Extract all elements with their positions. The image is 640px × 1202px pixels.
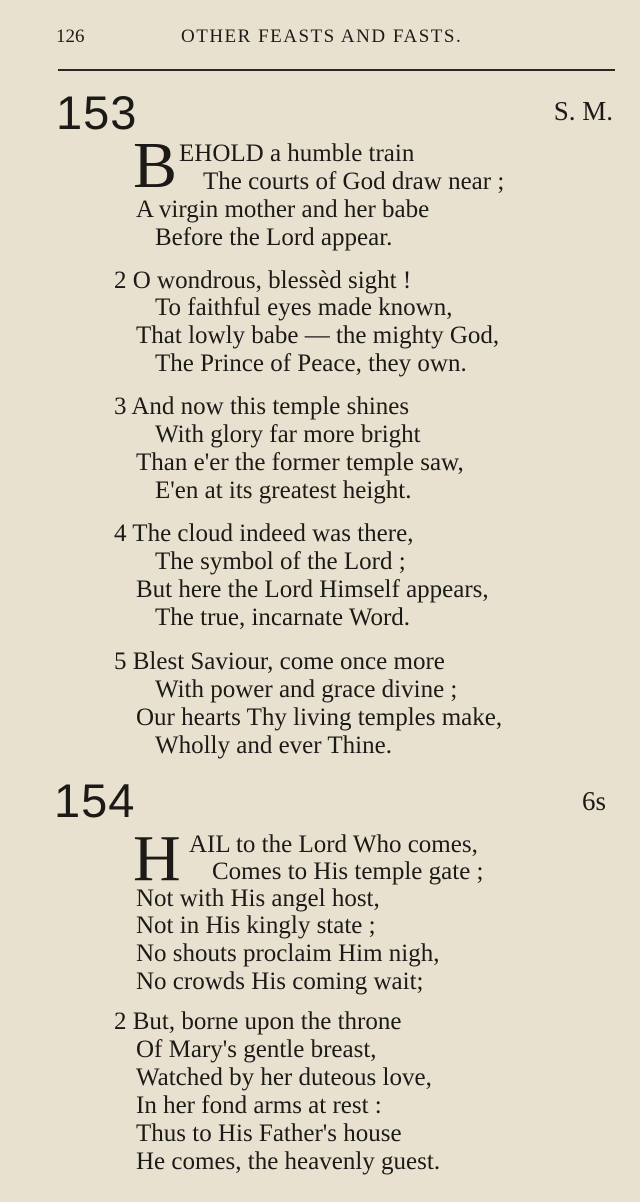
verse-line: The Prince of Peace, they own. xyxy=(155,350,467,377)
verse-line: 4 The cloud indeed was there, xyxy=(114,520,414,547)
hymn-number: 154 xyxy=(54,774,136,827)
verse-line: 2 But, borne upon the throne xyxy=(114,1008,402,1035)
verse-line: Thus to His Father's house xyxy=(136,1120,402,1147)
verse-line: The symbol of the Lord ; xyxy=(155,548,406,575)
verse-line: AIL to the Lord Who comes, xyxy=(189,831,478,858)
verse-line: But here the Lord Himself appears, xyxy=(136,576,489,603)
hymn-meter: S. M. xyxy=(553,96,613,126)
verse-line: With power and grace divine ; xyxy=(155,676,458,703)
hymn-number: 153 xyxy=(56,86,138,139)
verse-line: The true, incarnate Word. xyxy=(155,604,411,631)
hymn-meter: 6s xyxy=(581,786,606,816)
verse-line: Not with His angel host, xyxy=(136,885,380,912)
header-rule xyxy=(58,69,615,71)
verse-line: No shouts proclaim Him nigh, xyxy=(136,940,440,967)
verse-line: Before the Lord appear. xyxy=(155,224,393,251)
verse-line: Our hearts Thy living temples make, xyxy=(136,704,503,731)
verse-line: 3 And now this temple shines xyxy=(114,393,410,420)
verse-line: Comes to His temple gate ; xyxy=(212,858,484,885)
page-number: 126 xyxy=(56,26,85,47)
verse-line: EHOLD a humble train xyxy=(179,140,415,167)
drop-cap: B xyxy=(133,129,178,202)
verse-line: Wholly and ever Thine. xyxy=(155,732,392,759)
page-header xyxy=(56,26,614,52)
verse-line: Watched by her duteous love, xyxy=(136,1064,432,1091)
verse-line: To faithful eyes made known, xyxy=(155,294,453,321)
running-title: OTHER FEASTS AND FASTS. xyxy=(181,26,463,47)
verse-line: Not in His kingly state ; xyxy=(136,912,376,939)
verse-line: He comes, the heavenly guest. xyxy=(136,1148,441,1175)
verse-line: That lowly babe — the mighty God, xyxy=(136,322,500,349)
verse-line: 2 O wondrous, blessèd sight ! xyxy=(114,267,412,294)
drop-cap: H xyxy=(133,822,181,895)
verse-line: A virgin mother and her babe xyxy=(136,196,430,223)
verse-line: 5 Blest Saviour, come once more xyxy=(114,648,445,675)
verse-line: E'en at its greatest height. xyxy=(155,477,412,504)
verse-line: In her fond arms at rest : xyxy=(136,1092,382,1119)
verse-line: With glory far more bright xyxy=(155,421,421,448)
verse-line: Of Mary's gentle breast, xyxy=(136,1036,377,1063)
verse-line: No crowds His coming wait; xyxy=(136,968,424,995)
verse-line: Than e'er the former temple saw, xyxy=(136,449,464,476)
verse-line: The courts of God draw near ; xyxy=(203,168,505,195)
